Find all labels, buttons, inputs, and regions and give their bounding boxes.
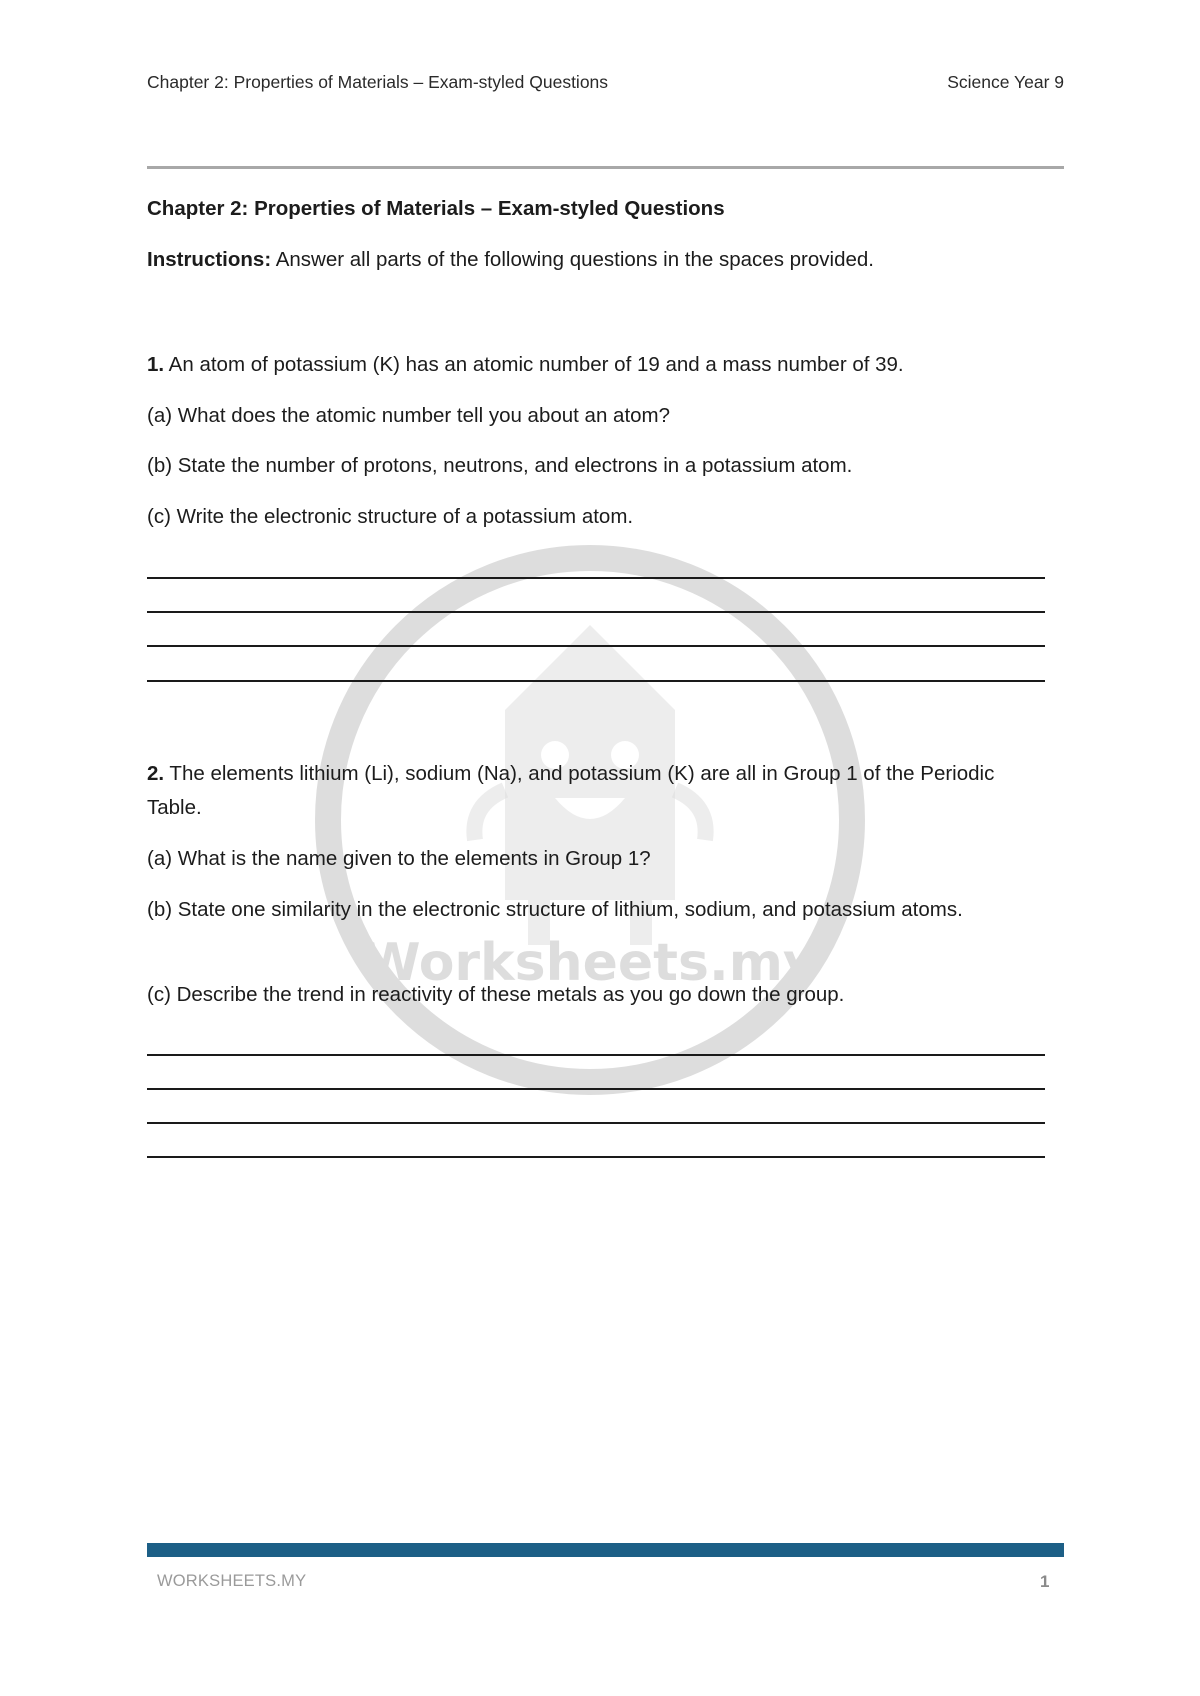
question-1-text: An atom of potassium (K) has an atomic number of 19 and a mass number of 39.: [164, 353, 904, 376]
instructions: [147, 248, 874, 272]
answer-line[interactable]: [147, 1122, 1045, 1124]
answer-line[interactable]: [147, 577, 1045, 579]
question-2-text: The elements lithium (Li), sodium (Na), and potassium (K) are all in Group 1 of the Periodic Table.: [147, 762, 995, 819]
question-2a: (a) What is the name given to the elements in Group 1?: [147, 847, 651, 870]
page-number: 1: [1040, 1572, 1050, 1591]
answer-line[interactable]: [147, 1156, 1045, 1158]
answer-line[interactable]: [147, 645, 1045, 647]
page-header: [147, 72, 1064, 93]
answer-line[interactable]: [147, 611, 1045, 613]
footer-site-name: WORKSHEETS.MY: [157, 1572, 307, 1590]
question-1-number: 1.: [147, 353, 165, 376]
question-2-number: 2.: [147, 762, 165, 785]
question-1c: (c) Write the electronic structure of a potassium atom.: [147, 505, 634, 528]
instructions-text: Answer all parts of the following questions in the spaces provided.: [271, 248, 874, 271]
header-chapter-title: Chapter 2: Properties of Materials – Exam-styled Questions: [147, 72, 609, 92]
watermark-text: Worksheets.my: [363, 933, 817, 993]
question-1a: (a) What does the atomic number tell you about an atom?: [147, 404, 671, 427]
instructions-label: Instructions:: [147, 248, 272, 271]
question-1b: (b) State the number of protons, neutrons, and electrons in a potassium atom.: [147, 454, 853, 477]
header-divider: [147, 166, 1064, 169]
footer-bar: [147, 1543, 1064, 1557]
question-2-stem: [147, 757, 1027, 825]
question-2c: (c) Describe the trend in reactivity of these metals as you go down the group.: [147, 983, 845, 1006]
answer-line[interactable]: [147, 1088, 1045, 1090]
header-subject: Science Year 9: [947, 72, 1064, 92]
question-2b: (b) State one similarity in the electronic structure of lithium, sodium, and potassium atoms.: [147, 898, 963, 921]
worksheet-title: Chapter 2: Properties of Materials – Exam-styled Questions: [147, 197, 725, 220]
question-1-stem: [147, 348, 1027, 382]
answer-line[interactable]: [147, 1054, 1045, 1056]
answer-line[interactable]: [147, 680, 1045, 682]
